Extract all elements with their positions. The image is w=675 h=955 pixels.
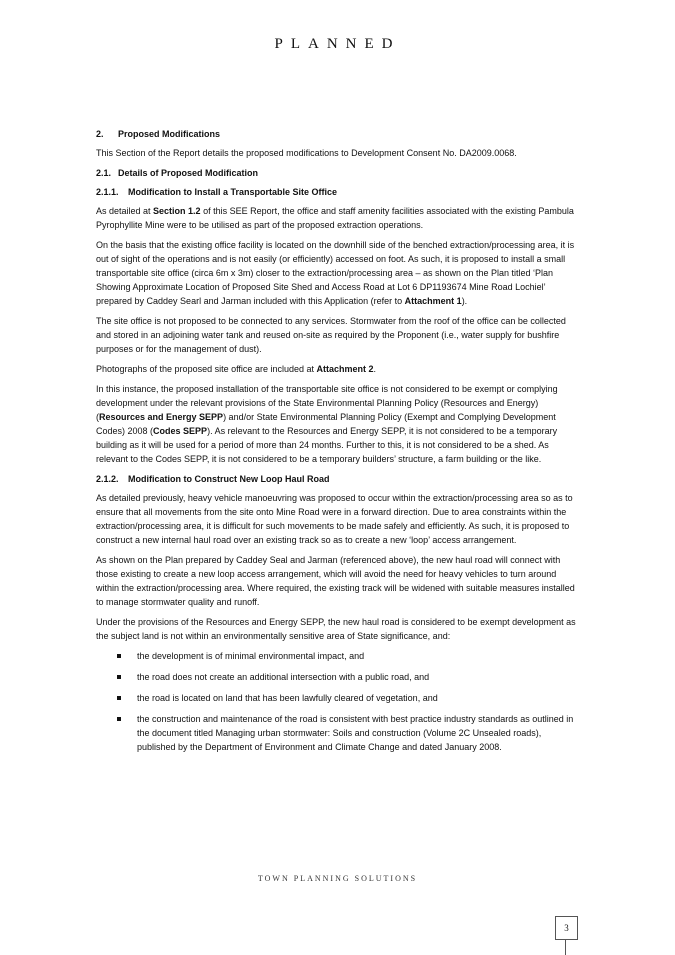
bold-reference: Resources and Energy SEPP	[99, 412, 224, 422]
bold-reference: Codes SEPP	[153, 426, 208, 436]
item1-paragraph-2	[96, 238, 580, 308]
text-run: ). As relevant to the Resources and Energy SEPP, it is not considered to be a temporary building as it will be used for a period of more than 24 months. Further to this, it is not considered to be a shed. As relevant to the Codes SEPP, it is not considered to be a temporary builders’ structure, a farm building or the like.	[96, 426, 558, 464]
bullet-icon	[117, 675, 121, 679]
list-item-text: the road is located on land that has been lawfully cleared of vegetation, and	[137, 693, 438, 703]
item2-paragraph-3: Under the provisions of the Resources and Energy SEPP, the new haul road is considered to be exempt development as the subject land is not within an environmentally sensitive area of State significance, and:	[96, 617, 576, 641]
section-intro: This Section of the Report details the proposed modifications to Development Consent No. DA2009.0068.	[96, 148, 517, 158]
bullet-icon	[117, 654, 121, 658]
text-run: of this SEE Report, the office and staff amenity facilities associated with the existing Pambula Pyrophyllite Mine were to be utilised as part of the proposed extraction operations.	[96, 206, 574, 230]
list-item	[96, 670, 580, 684]
text-run: In this instance, the proposed installation of the transportable site office is not considered to be exempt or complying development under the relevant provisions of the State Environmental Planning Policy (Resources and Energy) (	[96, 384, 558, 422]
item2-heading	[96, 472, 580, 486]
item1-paragraph-5	[96, 382, 580, 466]
item1-title: Modification to Install a Transportable Site Office	[128, 187, 338, 197]
subsection-title: Details of Proposed Modification	[118, 168, 259, 178]
page-number: 3	[555, 916, 578, 940]
section-title: Proposed Modifications	[118, 129, 221, 139]
item2-paragraph-2: As shown on the Plan prepared by Caddey Seal and Jarman (referenced above), the new haul road will connect with those existing to create a new loop access arrangement, which will avoid the need for heavy vehicles to turn around within the extraction/processing area. Where required, the existing track will be widened with suitable measures installed to manage stormwater quality and runoff.	[96, 555, 575, 607]
text-run: On the basis that the existing office facility is located on the downhill side of the benched extraction/processing area, it is out of sight of the operations and is not easily (or efficiently) accessed on foot. As such, it is proposed to install a small transportable site office (circa 6m x 3m) closer to the extraction/processing area – as shown on the Plan titled ‘Plan Showing Approximate Location of Proposed Site Shed and Access Road at Lot 6 DP1193674 Mine Road Lochiel’ prepared by Caddey Searl and Jarman included with this Application (refer to	[96, 240, 575, 306]
section-heading	[96, 127, 580, 141]
bold-reference: Attachment 1	[404, 296, 462, 306]
exemption-criteria-list	[96, 649, 580, 754]
text-run: .	[373, 364, 377, 374]
item2-title: Modification to Construct New Loop Haul Road	[128, 474, 330, 484]
item2-number: 2.1.2.	[96, 474, 119, 484]
list-item-text: the development is of minimal environmental impact, and	[137, 651, 365, 661]
item1-heading	[96, 185, 580, 199]
item1-paragraph-3: The site office is not proposed to be connected to any services. Stormwater from the roof of the office can be collected and stored in an adjoining water tank and reused on-site as required by the Proponent (i.e., water supply for bushfire purposes or for the management of dust).	[96, 316, 566, 354]
text-run: ) and/or State Environmental Planning Policy (Exempt and Complying Development Codes) 2008 (	[96, 412, 556, 436]
text-run: ).	[461, 296, 468, 306]
bold-reference: Attachment 2	[316, 364, 374, 374]
list-item	[96, 649, 580, 663]
subsection-number: 2.1.	[96, 168, 112, 178]
bullet-icon	[117, 717, 121, 721]
list-item	[96, 691, 580, 705]
item1-number: 2.1.1.	[96, 187, 119, 197]
list-item	[96, 712, 580, 754]
item1-paragraph-4	[96, 362, 580, 376]
text-run: As detailed at	[96, 206, 154, 216]
document-body	[96, 127, 580, 761]
list-item-text: the road does not create an additional intersection with a public road, and	[137, 672, 430, 682]
brand-logo: PLANNED	[274, 36, 401, 52]
footer-tagline: TOWN PLANNING SOLUTIONS	[257, 874, 418, 883]
item1-paragraph-1	[96, 204, 580, 232]
subsection-heading	[96, 166, 580, 180]
section-number: 2.	[96, 129, 104, 139]
bullet-icon	[117, 696, 121, 700]
page-number-divider	[565, 939, 566, 955]
bold-reference: Section 1.2	[153, 206, 201, 216]
item2-paragraph-1: As detailed previously, heavy vehicle manoeuvring was proposed to occur within the extraction/processing area so as to ensure that all movements from the site onto Mine Road were in a forward direction. Due to area constraints within the extraction/processing area, it is difficult for such movements to be made safely and efficiently. As such, it is proposed to construct a new internal haul road over an existing track so as to create a new ‘loop’ access arrangement.	[96, 493, 573, 545]
text-run: Photographs of the proposed site office are included at	[96, 364, 317, 374]
list-item-text: the construction and maintenance of the road is consistent with best practice industry standards as outlined in the document titled Managing urban stormwater: Soils and construction (Volume 2C Unsealed roads), published by the Department of Environment and Climate Change and dated January 2008.	[137, 714, 574, 752]
